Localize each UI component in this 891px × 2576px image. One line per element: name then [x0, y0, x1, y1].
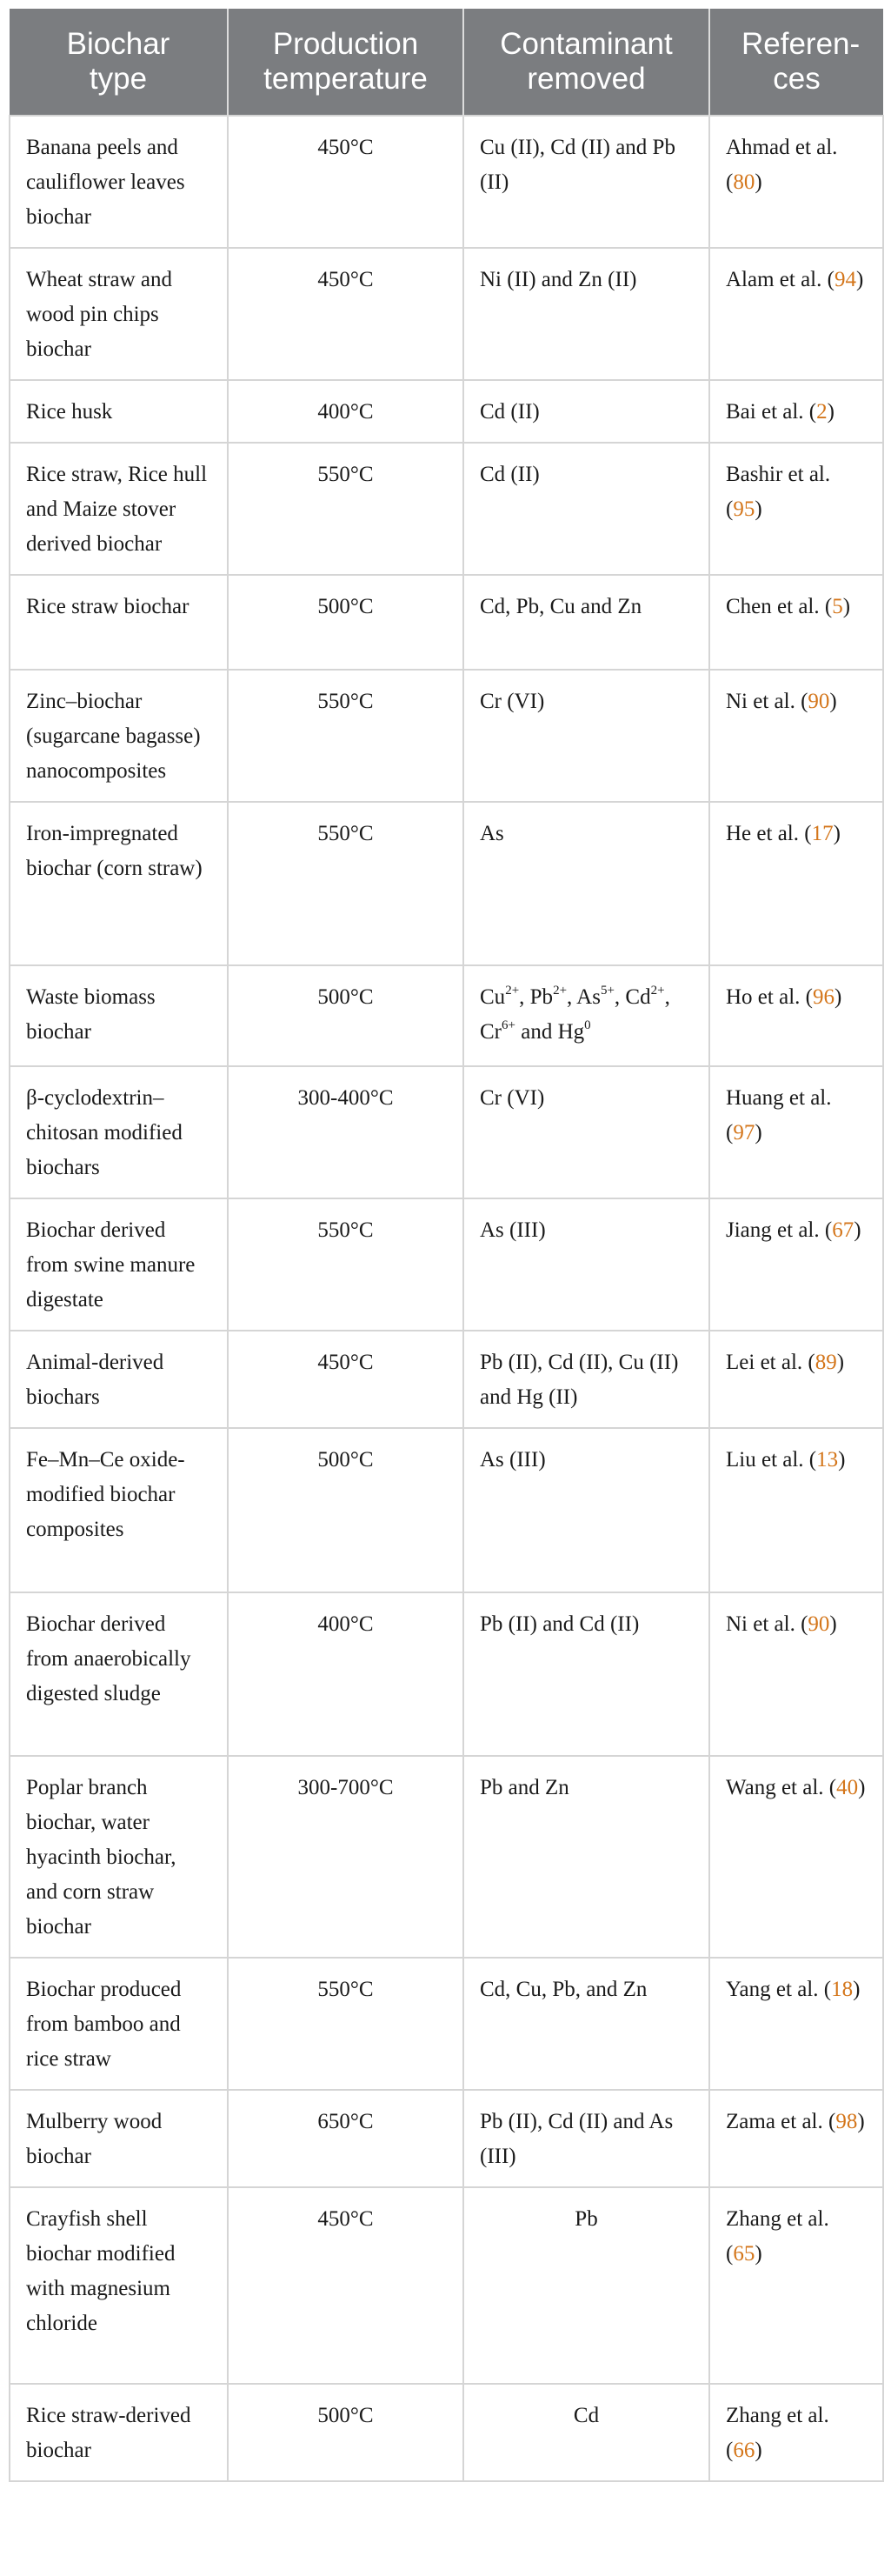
- temperature-cell: 500°C: [228, 575, 463, 670]
- temperature-cell: 550°C: [228, 1198, 463, 1331]
- contaminant-cell: Cr (VI): [463, 1066, 709, 1198]
- reference-close: ): [855, 268, 864, 291]
- temperature-cell: 650°C: [228, 2090, 463, 2187]
- biochar-type-cell: Rice straw, Rice hull and Maize stover derived biochar: [10, 443, 228, 575]
- table-row: [10, 248, 883, 380]
- reference-cell: [709, 965, 883, 1066]
- ion-as: As: [576, 985, 601, 1009]
- temperature-cell: 450°C: [228, 248, 463, 380]
- ion-and: and: [521, 1020, 553, 1044]
- contaminant-cell: Cd (II): [463, 380, 709, 443]
- biochar-table: [9, 9, 884, 2482]
- temperature-cell: 550°C: [228, 670, 463, 802]
- temperature-cell: 450°C: [228, 2187, 463, 2384]
- reference-cell: [709, 1066, 883, 1198]
- reference-close: ): [755, 170, 762, 194]
- table-row: [10, 1592, 883, 1756]
- reference-author: Zhang et al. (: [726, 2404, 829, 2462]
- reference-author: Bashir et al. (: [726, 463, 831, 521]
- reference-cell: [709, 380, 883, 443]
- header-biochar-type: Biochar type: [10, 9, 228, 116]
- reference-cell: [709, 802, 883, 965]
- reference-close: ): [842, 595, 851, 618]
- reference-cell: [709, 116, 883, 248]
- table-row: [10, 965, 883, 1066]
- reference-author: Ahmad et al. (: [726, 136, 838, 194]
- reference-cell: [709, 1198, 883, 1331]
- contaminant-cell: Cu (II), Cd (II) and Pb (II): [463, 116, 709, 248]
- table-header-row: [10, 9, 883, 116]
- contaminant-cell: Pb (II), Cd (II), Cu (II) and Hg (II): [463, 1331, 709, 1428]
- biochar-type-cell: Poplar branch biochar, water hyacinth biochar, and corn straw biochar: [10, 1756, 228, 1958]
- temperature-cell: 500°C: [228, 1428, 463, 1592]
- reference-link[interactable]: 95: [733, 497, 755, 521]
- reference-cell: [709, 2090, 883, 2187]
- table-row: [10, 1428, 883, 1592]
- contaminant-cell: Pb (II) and Cd (II): [463, 1592, 709, 1756]
- reference-link[interactable]: 98: [835, 2110, 858, 2133]
- temperature-cell: 500°C: [228, 965, 463, 1066]
- reference-author: Wang et al. (: [726, 1776, 837, 1799]
- reference-close: ): [755, 2242, 762, 2266]
- reference-link[interactable]: 65: [733, 2242, 755, 2266]
- reference-author: Chen et al. (: [726, 595, 833, 618]
- contaminant-cell: $Cu^{2+}$, $Pb^{2+}$, $As^{5+}$, $Cd^{2+}$, $Cr^{6+}$ and Hg$^0$: [463, 965, 709, 1066]
- reference-link[interactable]: 96: [812, 985, 834, 1009]
- contaminant-cell: As: [463, 802, 709, 965]
- reference-link[interactable]: 80: [733, 170, 755, 194]
- temperature-cell: 500°C: [228, 2384, 463, 2481]
- biochar-type-cell: Biochar produced from bamboo and rice straw: [10, 1958, 228, 2090]
- contaminant-cell: Pb (II), Cd (II) and As (III): [463, 2090, 709, 2187]
- reference-link[interactable]: 94: [834, 268, 856, 291]
- ion-hg: Hg: [557, 1020, 585, 1044]
- contaminant-cell: Pb: [463, 2187, 709, 2384]
- reference-close: ): [755, 497, 762, 521]
- biochar-type-cell: Rice straw-derived biochar: [10, 2384, 228, 2481]
- reference-cell: [709, 2187, 883, 2384]
- reference-cell: [709, 575, 883, 670]
- reference-author: Ni et al. (: [726, 690, 808, 713]
- table-row: [10, 802, 883, 965]
- reference-close: ): [827, 400, 834, 424]
- reference-link[interactable]: 5: [832, 595, 843, 618]
- temperature-cell: 550°C: [228, 443, 463, 575]
- temperature-cell: 450°C: [228, 1331, 463, 1428]
- reference-link[interactable]: 13: [816, 1448, 839, 1472]
- temperature-cell: 550°C: [228, 802, 463, 965]
- reference-link[interactable]: 18: [831, 1978, 854, 2001]
- biochar-type-cell: Waste biomass biochar: [10, 965, 228, 1066]
- reference-author: Huang et al. (: [726, 1086, 832, 1145]
- biochar-type-cell: Rice straw biochar: [10, 575, 228, 670]
- biochar-type-cell: Mulberry wood biochar: [10, 2090, 228, 2187]
- reference-close: ): [829, 1612, 837, 1636]
- ion-pb: Pb: [529, 985, 554, 1009]
- biochar-type-cell: Wheat straw and wood pin chips biochar: [10, 248, 228, 380]
- biochar-type-cell: Banana peels and cauliflower leaves biochar: [10, 116, 228, 248]
- table-row: [10, 2384, 883, 2481]
- reference-author: Zama et al. (: [726, 2110, 836, 2133]
- reference-close: ): [854, 1218, 861, 1242]
- reference-cell: [709, 670, 883, 802]
- contaminant-cell: As (III): [463, 1428, 709, 1592]
- reference-close: ): [755, 1121, 762, 1145]
- table-row: [10, 1198, 883, 1331]
- table-row: [10, 116, 883, 248]
- reference-author: Ni et al. (: [726, 1612, 808, 1636]
- biochar-type-cell: Fe–Mn–Ce oxide-modified biochar composites: [10, 1428, 228, 1592]
- reference-cell: [709, 1428, 883, 1592]
- ion-cu: Cu: [480, 985, 506, 1009]
- reference-link[interactable]: 89: [815, 1351, 837, 1374]
- biochar-type-cell: Iron-impregnated biochar (corn straw): [10, 802, 228, 965]
- header-production-temperature: Production temperature: [228, 9, 463, 116]
- reference-author: Bai et al. (: [726, 400, 817, 424]
- contaminant-cell: Cd (II): [463, 443, 709, 575]
- table-row: [10, 2090, 883, 2187]
- reference-link[interactable]: 90: [808, 690, 830, 713]
- biochar-type-cell: β-cyclodextrin–chitosan modified biochars: [10, 1066, 228, 1198]
- temperature-cell: 550°C: [228, 1958, 463, 2090]
- contaminant-cell: Cr (VI): [463, 670, 709, 802]
- reference-author: Zhang et al. (: [726, 2207, 829, 2266]
- reference-cell: [709, 1756, 883, 1958]
- temperature-cell: 300-400°C: [228, 1066, 463, 1198]
- contaminant-cell: Cd, Cu, Pb, and Zn: [463, 1958, 709, 2090]
- reference-close: ): [834, 985, 842, 1009]
- ion-pb-charge: 2+: [553, 984, 568, 998]
- temperature-cell: 400°C: [228, 1592, 463, 1756]
- reference-close: ): [833, 822, 841, 845]
- temperature-cell: 300-700°C: [228, 1756, 463, 1958]
- biochar-type-cell: Crayfish shell biochar modified with magnesium chloride: [10, 2187, 228, 2384]
- reference-link[interactable]: 90: [808, 1612, 830, 1636]
- contaminant-cell: Ni (II) and Zn (II): [463, 248, 709, 380]
- biochar-type-cell: Biochar derived from anaerobically digested sludge: [10, 1592, 228, 1756]
- biochar-type-cell: Zinc–biochar (sugarcane bagasse) nanocomposites: [10, 670, 228, 802]
- reference-author: Ho et al. (: [726, 985, 813, 1009]
- table-row: [10, 1331, 883, 1428]
- ion-as-charge: 5+: [600, 984, 615, 998]
- biochar-type-cell: Biochar derived from swine manure digestate: [10, 1198, 228, 1331]
- reference-link[interactable]: 67: [832, 1218, 854, 1242]
- biochar-type-cell: Animal-derived biochars: [10, 1331, 228, 1428]
- table-row: [10, 443, 883, 575]
- ion-cu-charge: 2+: [505, 984, 520, 998]
- reference-close: ): [836, 1351, 845, 1374]
- header-references: Referen-ces: [709, 9, 883, 116]
- table-row: [10, 670, 883, 802]
- ion-cd-charge: 2+: [650, 984, 665, 998]
- reference-link[interactable]: 97: [733, 1121, 755, 1145]
- reference-author: He et al. (: [726, 822, 812, 845]
- ion-cr-charge: 6+: [502, 1018, 515, 1032]
- reference-link[interactable]: 40: [836, 1776, 859, 1799]
- reference-cell: [709, 1958, 883, 2090]
- table-row: [10, 575, 883, 670]
- reference-cell: [709, 2384, 883, 2481]
- table-row: [10, 1756, 883, 1958]
- reference-close: ): [829, 690, 837, 713]
- header-contaminant-removed: Contaminant removed: [463, 9, 709, 116]
- contaminant-cell: Pb and Zn: [463, 1756, 709, 1958]
- reference-cell: [709, 443, 883, 575]
- reference-link[interactable]: 2: [816, 400, 828, 424]
- reference-close: ): [853, 1978, 861, 2001]
- table-row: [10, 2187, 883, 2384]
- table-row: [10, 1066, 883, 1198]
- reference-close: ): [858, 1776, 866, 1799]
- temperature-cell: 400°C: [228, 380, 463, 443]
- reference-author: Liu et al. (: [726, 1448, 817, 1472]
- reference-author: Yang et al. (: [726, 1978, 832, 2001]
- table-row: [10, 1958, 883, 2090]
- temperature-cell: 450°C: [228, 116, 463, 248]
- ion-cd: Cd: [625, 985, 651, 1009]
- contaminant-cell: Cd: [463, 2384, 709, 2481]
- reference-author: Jiang et al. (: [726, 1218, 833, 1242]
- ion-cr: Cr: [480, 1020, 502, 1044]
- reference-close: ): [755, 2439, 762, 2462]
- table-row: [10, 380, 883, 443]
- contaminant-cell: As (III): [463, 1198, 709, 1331]
- reference-cell: [709, 1592, 883, 1756]
- reference-close: ): [838, 1448, 846, 1472]
- reference-link[interactable]: 17: [811, 822, 834, 845]
- reference-cell: [709, 1331, 883, 1428]
- biochar-type-cell: Rice husk: [10, 380, 228, 443]
- reference-close: ): [857, 2110, 865, 2133]
- contaminant-cell: Cd, Pb, Cu and Zn: [463, 575, 709, 670]
- reference-author: Alam et al. (: [726, 268, 834, 291]
- reference-cell: [709, 248, 883, 380]
- reference-link[interactable]: 66: [733, 2439, 755, 2462]
- reference-author: Lei et al. (: [726, 1351, 815, 1374]
- ion-hg-charge: 0: [584, 1018, 591, 1032]
